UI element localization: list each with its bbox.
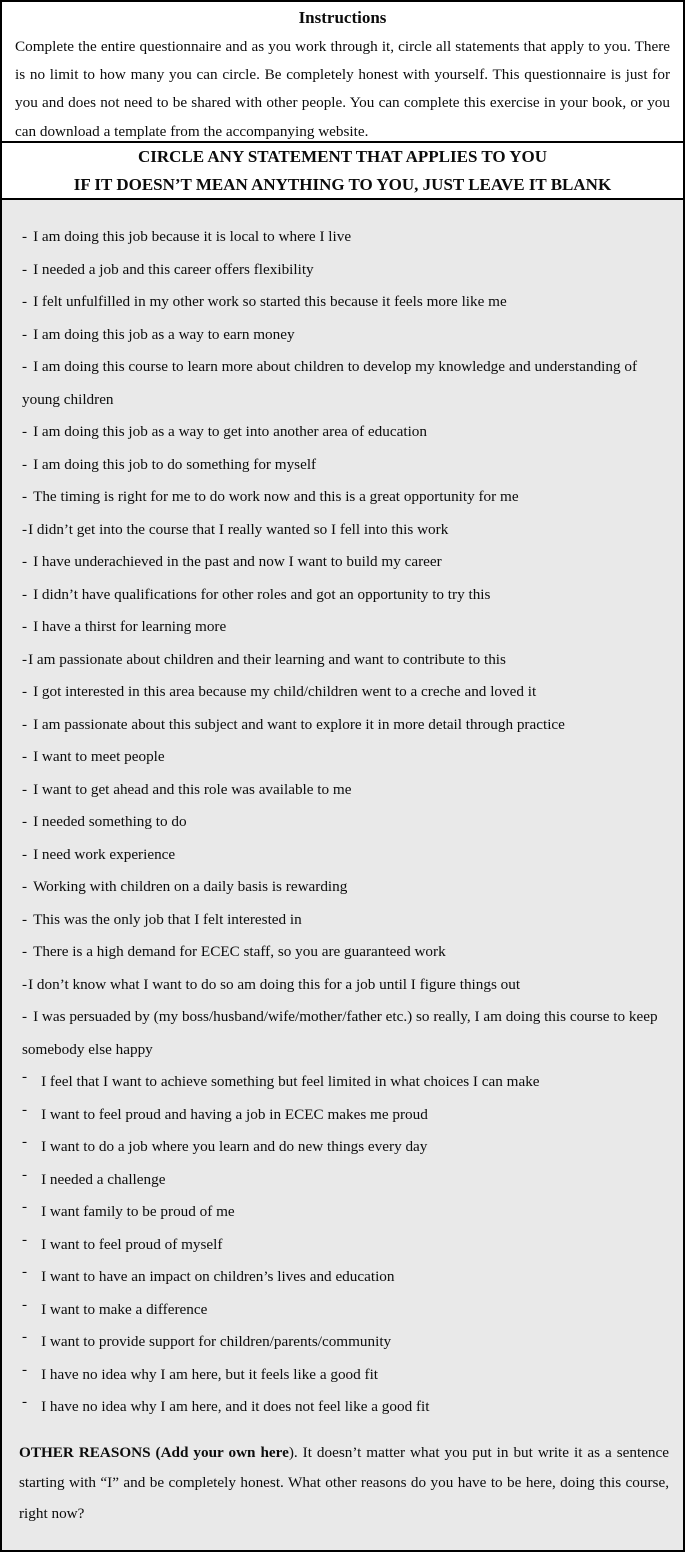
statement-item <box>17 351 669 416</box>
statement-text: I am doing this job as a way to get into another area of education <box>33 423 427 440</box>
statement-text: I want to feel proud of myself <box>41 1235 223 1253</box>
other-reasons-paragraph <box>17 1438 669 1530</box>
statement-text: I have no idea why I am here, and it does not feel like a good fit <box>41 1398 430 1415</box>
dash-marker: - <box>22 455 28 473</box>
dash-marker: - <box>22 910 28 928</box>
statement-text: I want to do a job where you learn and do new things every day <box>41 1138 428 1155</box>
statement-item <box>17 1131 669 1164</box>
statement-text: I am passionate about this subject and want to explore it in more detail through practice <box>33 715 565 733</box>
statement-text: I am passionate about children and their learning and want to contribute to this <box>28 650 506 668</box>
statement-item <box>17 1294 669 1327</box>
statement-text: I want to feel proud and having a job in ECEC makes me proud <box>41 1105 428 1123</box>
dash-marker: - <box>22 1165 28 1183</box>
statement-item <box>17 254 669 287</box>
statement-text: This was the only job that I felt interested in <box>33 910 302 928</box>
instructions-title: Instructions <box>298 8 387 27</box>
statement-item <box>17 839 669 872</box>
dash-marker: - <box>22 845 28 863</box>
statement-text: I needed a challenge <box>41 1170 166 1188</box>
dash-marker: - <box>22 683 28 700</box>
dash-marker: - <box>22 1263 28 1280</box>
dash-marker: - <box>22 715 28 733</box>
statement-item <box>17 1196 669 1229</box>
statement-text: I needed something to do <box>33 813 187 830</box>
dash-marker: - <box>22 325 28 343</box>
statements-box <box>0 198 685 1552</box>
statement-text: I need work experience <box>33 845 176 863</box>
statement-text: I have underachieved in the past and now I want to build my career <box>33 553 442 570</box>
dash-marker: - <box>22 228 28 245</box>
instructions-body: Complete the entire questionnaire and as you work through it, circle all statements that apply to you. There is no limit to how many you can circle. Be completely honest with yourself. This questionnaire is just for you and does not need to be shared with other people. You can complete this exercise in your book, or you can download a template from the accompanying website. <box>15 38 670 140</box>
dash-marker: - <box>22 1295 28 1313</box>
dash-marker: - <box>22 1133 28 1150</box>
statement-item <box>17 806 669 839</box>
dash-marker: - <box>22 1230 28 1248</box>
statement-item <box>17 1261 669 1294</box>
dash-marker: - <box>22 553 28 570</box>
statement-item <box>17 1066 669 1099</box>
dash-marker: - <box>22 975 28 993</box>
statement-item <box>17 319 669 352</box>
statement-text: I am doing this job because it is local to where I live <box>33 228 352 245</box>
statement-item <box>17 774 669 807</box>
statement-item <box>17 449 669 482</box>
statement-item <box>17 1099 669 1132</box>
dash-marker: - <box>22 488 28 505</box>
statement-text: I have no idea why I am here, but it feels like a good fit <box>41 1365 379 1383</box>
statement-text: I got interested in this area because my child/children went to a creche and loved it <box>33 683 537 700</box>
statement-text: I am doing this job as a way to earn money <box>33 325 295 343</box>
statement-item <box>17 481 669 514</box>
dash-marker: - <box>22 1068 28 1085</box>
statement-item <box>17 644 669 677</box>
statement-text: I was persuaded by (my boss/husband/wife/mother/father etc.) so really, I am doing this course to keep somebody else happy <box>22 1008 658 1058</box>
statement-item <box>17 1326 669 1359</box>
dash-marker: - <box>22 260 28 278</box>
statement-item <box>17 936 669 969</box>
statement-text: I want to meet people <box>33 748 165 765</box>
statement-text: There is a high demand for ECEC staff, so you are guaranteed work <box>33 943 446 960</box>
statement-text: I needed a job and this career offers flexibility <box>33 260 314 278</box>
statement-text: I want family to be proud of me <box>41 1203 235 1220</box>
dash-marker: - <box>22 1100 28 1118</box>
statement-text: I want to get ahead and this role was available to me <box>33 780 352 798</box>
instructions-box <box>0 0 685 143</box>
statement-item <box>17 969 669 1002</box>
statement-text: Working with children on a daily basis is rewarding <box>33 878 348 895</box>
statement-item <box>17 1229 669 1262</box>
statement-item <box>17 1164 669 1197</box>
dash-marker: - <box>22 1360 28 1378</box>
other-reasons-heading: OTHER REASONS (Add your own here <box>19 1443 289 1461</box>
dash-marker: - <box>22 1008 28 1025</box>
dash-marker: - <box>22 780 28 798</box>
statement-text: I didn’t get into the course that I really wanted so I fell into this work <box>28 520 449 538</box>
statement-text: I want to provide support for children/parents/community <box>41 1333 392 1350</box>
dash-marker: - <box>22 1393 28 1410</box>
statement-item <box>17 416 669 449</box>
statement-item <box>17 1001 669 1066</box>
statement-item <box>17 741 669 774</box>
statement-text: I want to have an impact on children’s lives and education <box>41 1268 395 1285</box>
statement-text: I don’t know what I want to do so am doing this for a job until I figure things out <box>28 975 521 993</box>
dash-marker: - <box>22 1198 28 1215</box>
dash-marker: - <box>22 813 28 830</box>
statement-item <box>17 709 669 742</box>
dash-marker: - <box>22 423 28 440</box>
dash-marker: - <box>22 650 28 668</box>
statement-item <box>17 676 669 709</box>
statement-item <box>17 611 669 644</box>
banner-line-2: IF IT DOESN’T MEAN ANYTHING TO YOU, JUST LEAVE IT BLANK <box>73 174 612 194</box>
dash-marker: - <box>22 520 28 538</box>
statement-text: I am doing this course to learn more about children to develop my knowledge and understanding of young children <box>22 358 638 408</box>
banner-box <box>0 141 685 200</box>
dash-marker: - <box>22 585 28 603</box>
statement-text: I am doing this job to do something for myself <box>33 455 317 473</box>
statement-item <box>17 514 669 547</box>
dash-marker: - <box>22 1328 28 1345</box>
statement-item <box>17 286 669 319</box>
statement-item <box>17 221 669 254</box>
statement-text: I didn’t have qualifications for other roles and got an opportunity to try this <box>33 585 491 603</box>
dash-marker: - <box>22 358 28 375</box>
statement-list <box>17 221 669 1424</box>
dash-marker: - <box>22 878 28 895</box>
statement-text: The timing is right for me to do work now and this is a great opportunity for me <box>33 488 519 505</box>
statement-item <box>17 871 669 904</box>
statement-item <box>17 904 669 937</box>
statement-text: I want to make a difference <box>41 1300 208 1318</box>
dash-marker: - <box>22 748 28 765</box>
statement-item <box>17 1391 669 1424</box>
statement-text: I felt unfulfilled in my other work so started this because it feels more like me <box>33 293 507 310</box>
statement-item <box>17 579 669 612</box>
statement-text: I feel that I want to achieve something but feel limited in what choices I can make <box>41 1073 540 1090</box>
statement-item <box>17 546 669 579</box>
dash-marker: - <box>22 943 28 960</box>
banner-line-1: CIRCLE ANY STATEMENT THAT APPLIES TO YOU <box>137 146 548 166</box>
other-reasons-text: ). It doesn’t matter what you put in but write it as a sentence starting with “I” and be completely honest. What other reasons do you have to be here, doing this course, right now? <box>19 1443 669 1522</box>
dash-marker: - <box>22 293 28 310</box>
statement-item <box>17 1359 669 1392</box>
statement-text: I have a thirst for learning more <box>33 618 227 635</box>
dash-marker: - <box>22 618 28 635</box>
